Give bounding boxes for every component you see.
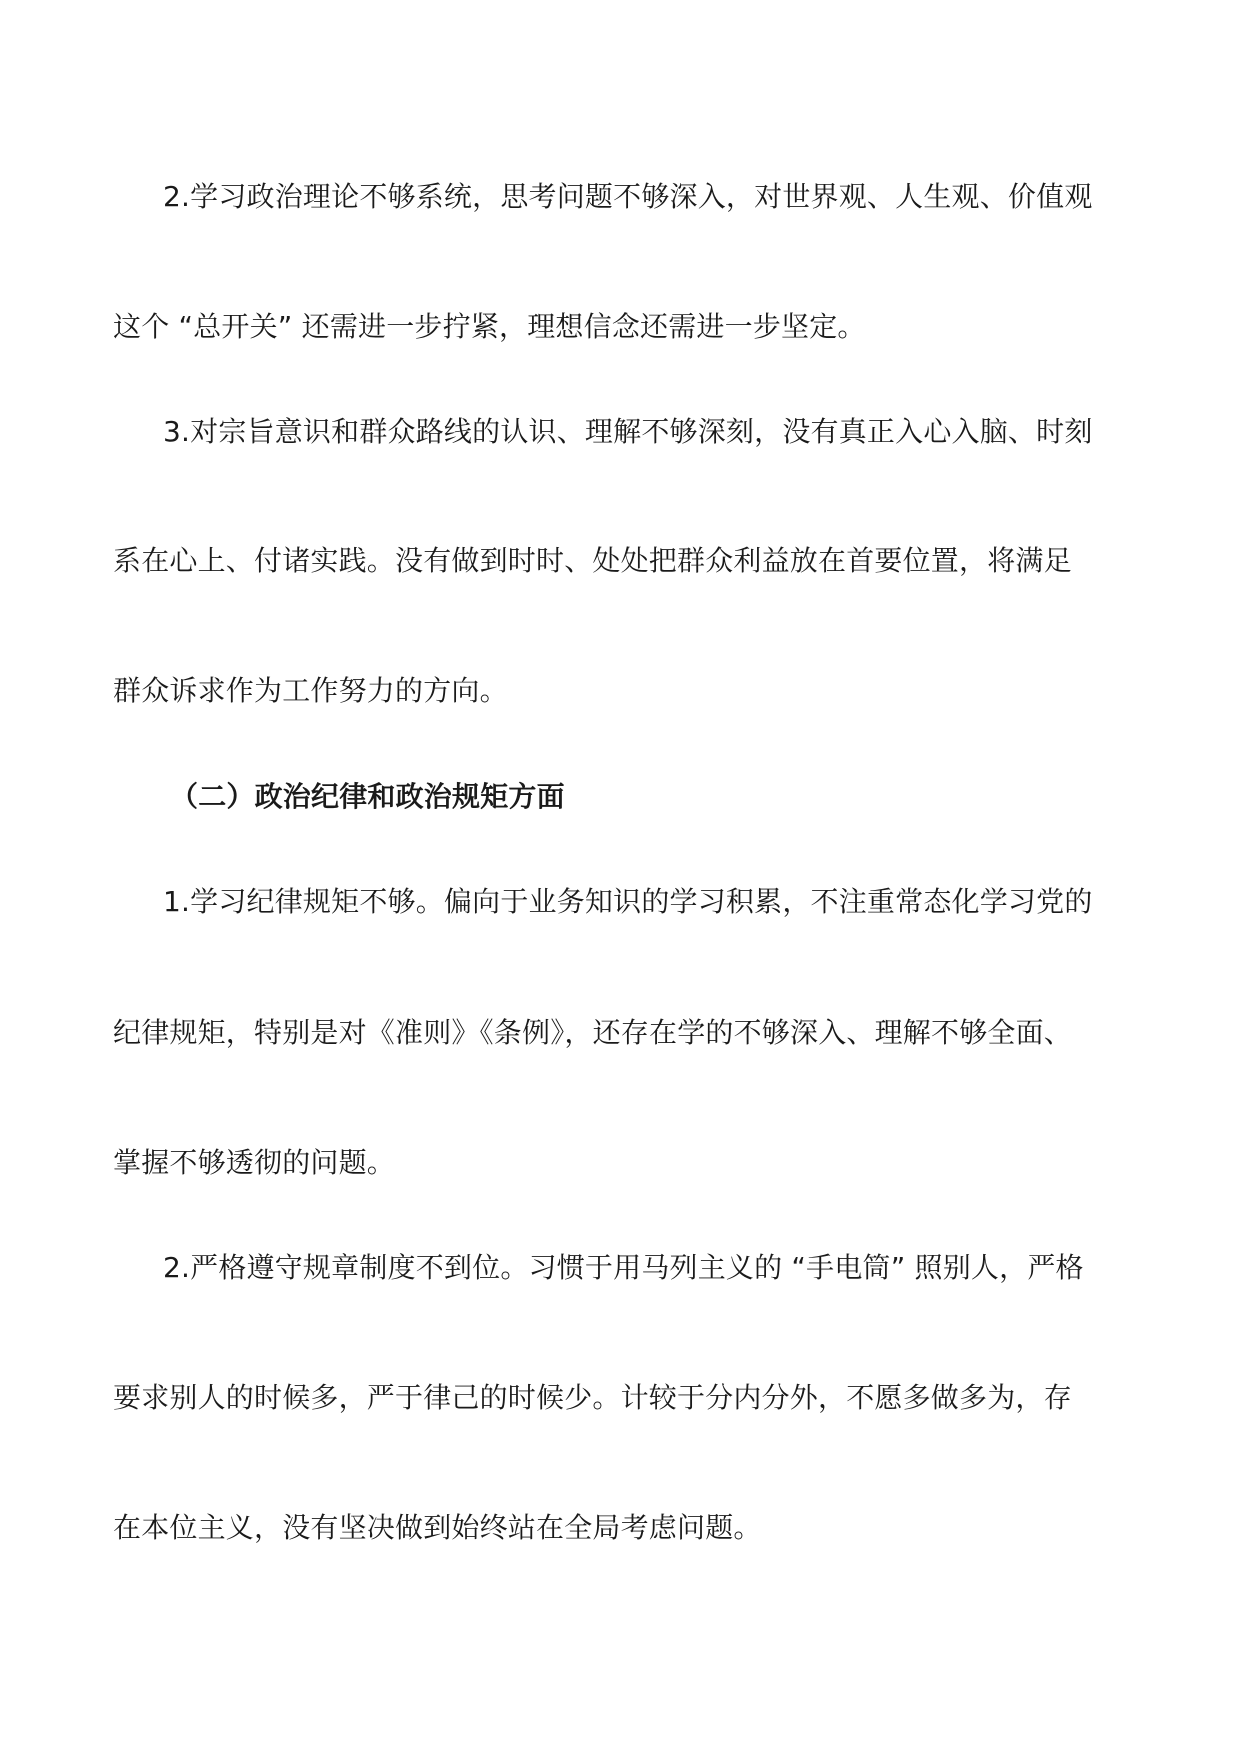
paragraph-line: 3.对宗旨意识和群众路线的认识、理解不够深刻，没有真正入心入脑、时刻	[163, 415, 1093, 448]
paragraph-line: 要求别人的时候多，严于律己的时候少。计较于分内分外，不愿多做多为，存	[113, 1381, 1072, 1414]
paragraph-line: 1.学习纪律规矩不够。偏向于业务知识的学习积累，不注重常态化学习党的	[163, 885, 1093, 918]
paragraph-line: 掌握不够透彻的问题。	[113, 1146, 396, 1179]
section-heading: （二）政治纪律和政治规矩方面	[170, 780, 565, 813]
paragraph-line: 这个 “总开关” 还需进一步拧紧，理想信念还需进一步坚定。	[113, 310, 866, 343]
paragraph-line: 在本位主义，没有坚决做到始终站在全局考虑问题。	[113, 1511, 762, 1544]
paragraph-line: 纪律规矩，特别是对《准则》《条例》，还存在学的不够深入、理解不够全面、	[113, 1016, 1073, 1049]
paragraph-line: 2.严格遵守规章制度不到位。习惯于用马列主义的 “手电筒” 照别人，严格	[163, 1251, 1084, 1284]
paragraph-line: 系在心上、付诸实践。没有做到时时、处处把群众利益放在首要位置，将满足	[113, 544, 1072, 577]
paragraph-line: 群众诉求作为工作努力的方向。	[113, 674, 508, 707]
paragraph-line: 2.学习政治理论不够系统，思考问题不够深入，对世界观、人生观、价值观	[163, 180, 1093, 213]
